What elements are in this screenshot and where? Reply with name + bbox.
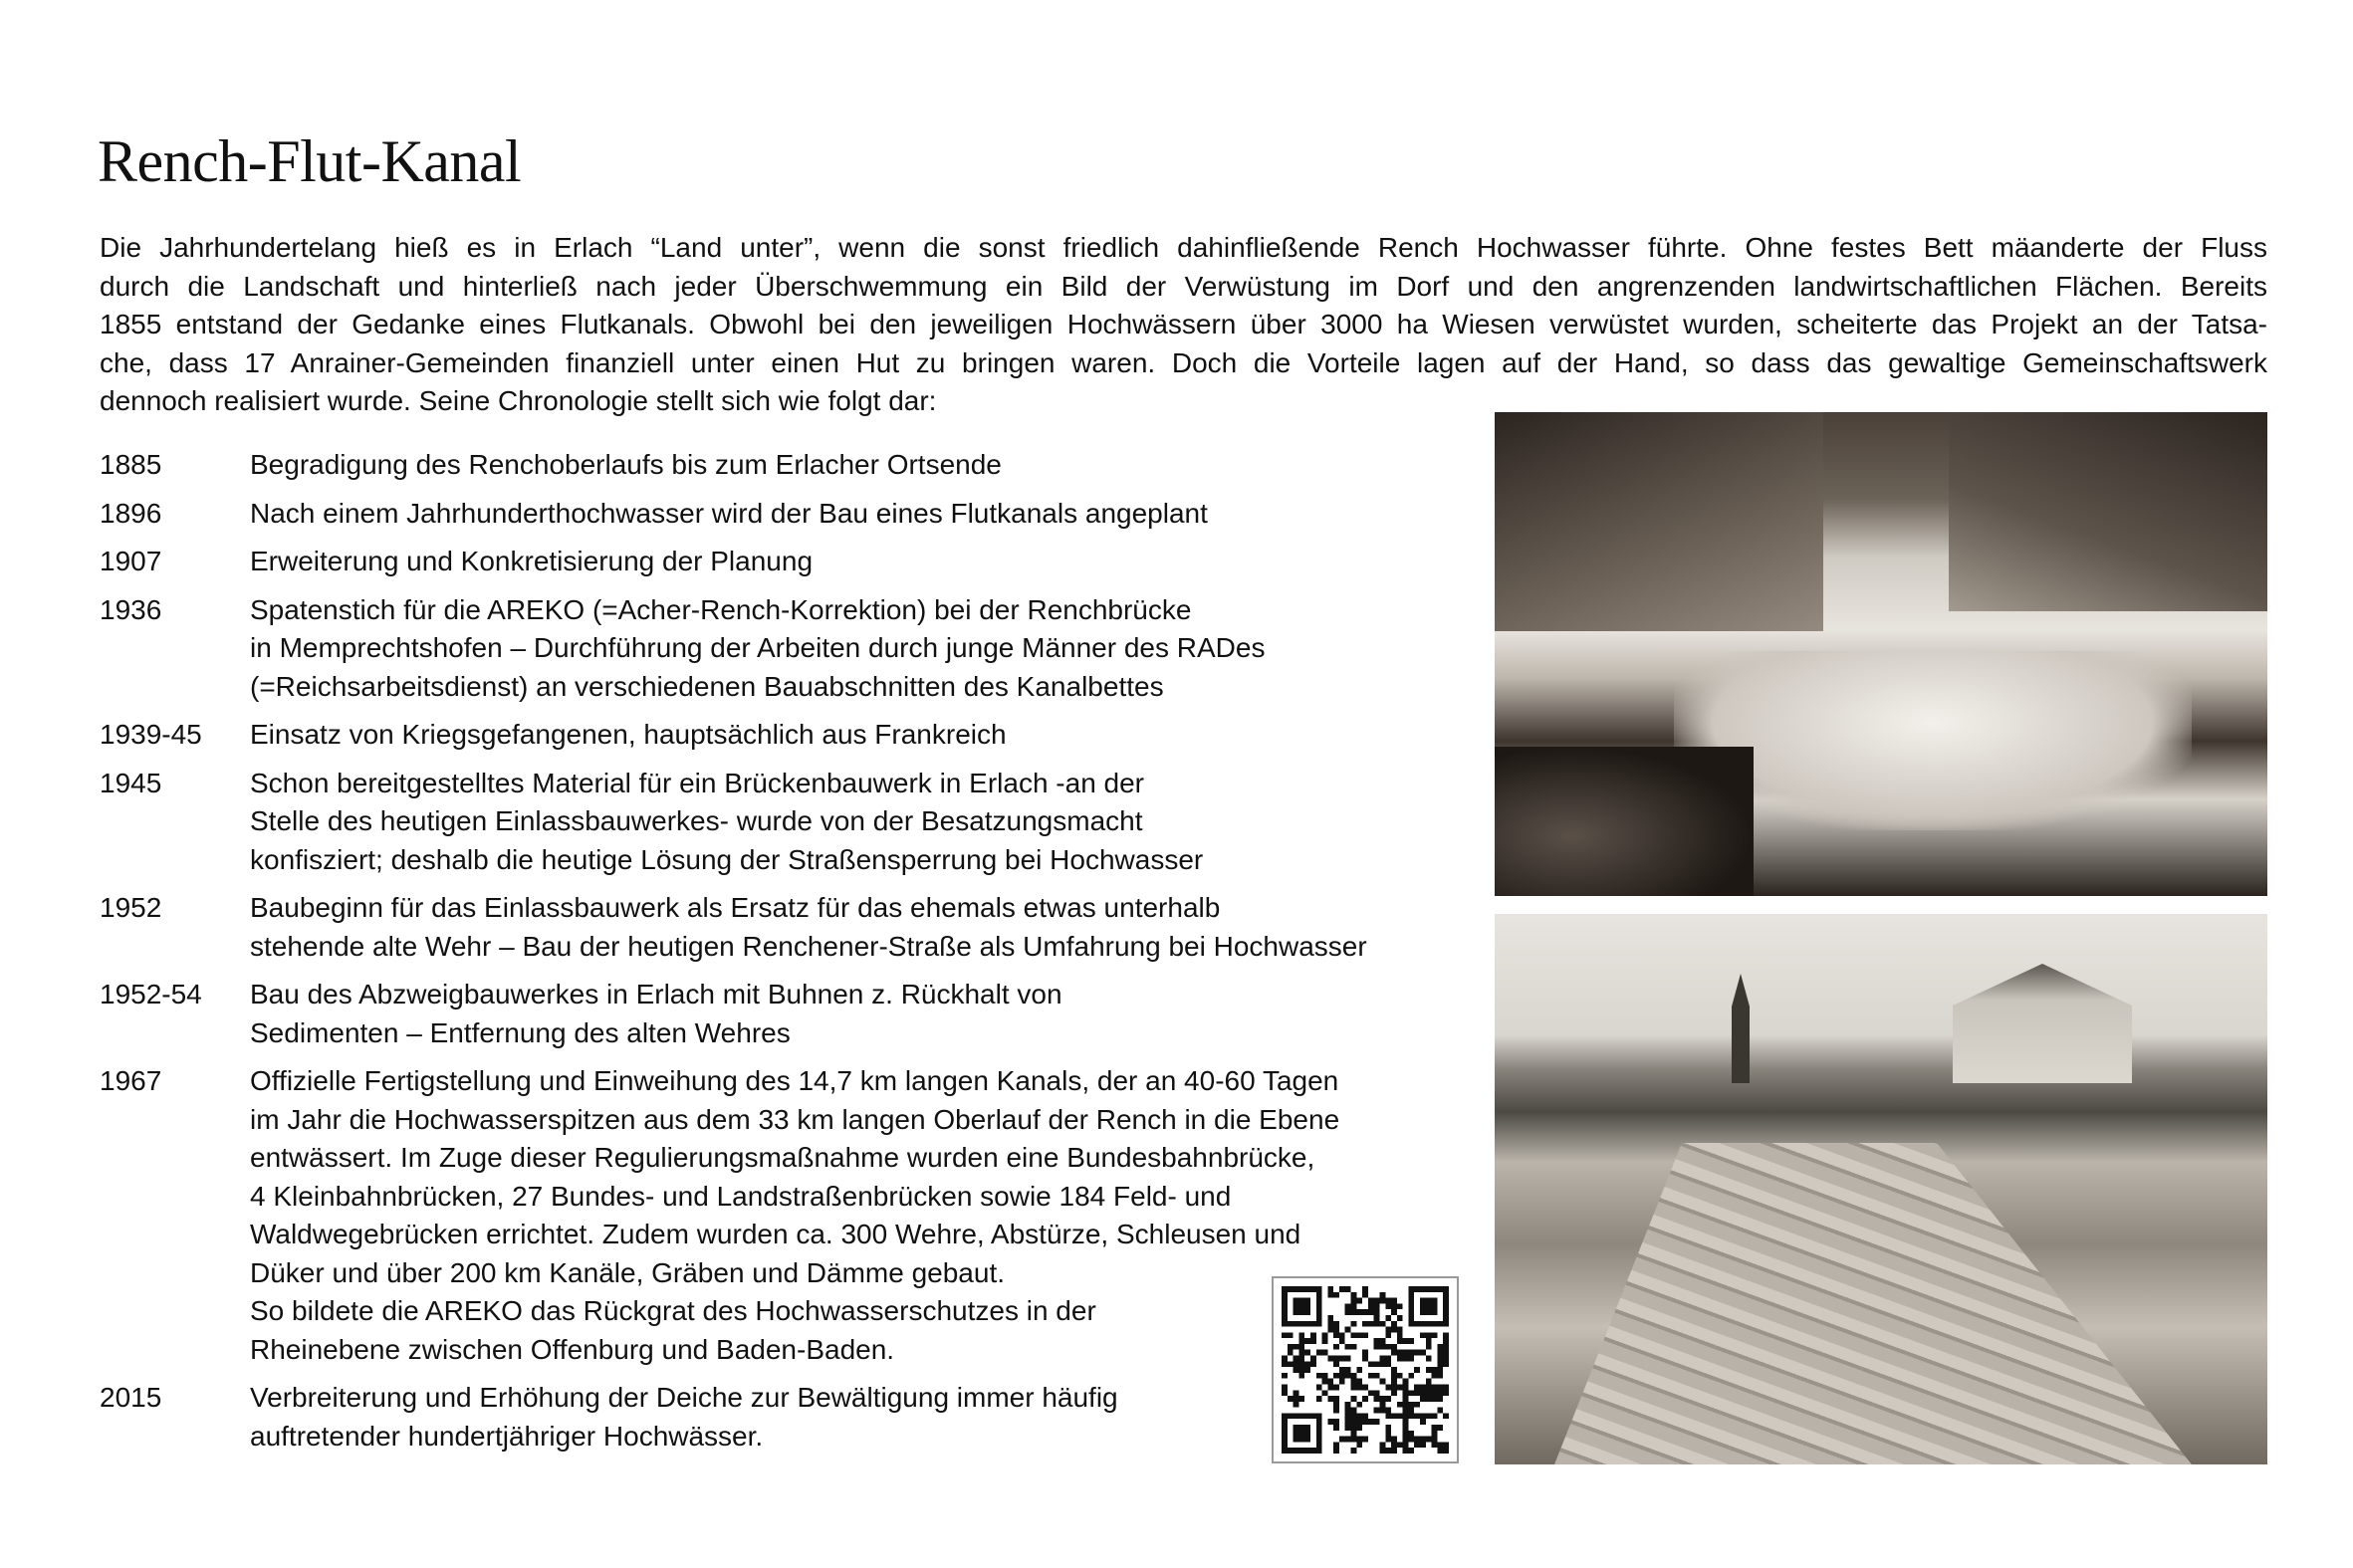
- page-title: Rench-Flut-Kanal: [98, 128, 522, 194]
- chronology-line: stehende alte Wehr – Bau der heutigen Renchener-Straße als Umfahrung bei Hochwasser: [250, 930, 1367, 962]
- chronology-entry: [100, 446, 1444, 485]
- chronology-line: Begradigung des Renchoberlaufs bis zum Erlacher Ortsende: [250, 449, 1002, 480]
- chronology-entry: [100, 495, 1444, 534]
- chronology-text: [250, 446, 1002, 485]
- chronology-year: 1952: [100, 892, 162, 923]
- chronology-line: auftretender hundertjähriger Hochwässer.: [250, 1420, 764, 1452]
- chronology-text: [250, 495, 1208, 534]
- chronology-line: konfisziert; deshalb die heutige Lösung der Straßensperrung bei Hochwasser: [250, 843, 1204, 875]
- chronology-text: [250, 543, 813, 581]
- chronology-text: [250, 889, 1367, 966]
- chronology-line: Düker und über 200 km Kanäle, Gräben und Dämme gebaut.: [250, 1256, 1006, 1288]
- chronology-list: [100, 446, 1444, 1465]
- chronology-line: Spatenstich für die AREKO (=Acher-Rench-Korrektion) bei der Renchbrücke: [250, 593, 1192, 625]
- chronology-text: [250, 591, 1265, 707]
- flooded-village-photo: [1495, 412, 2267, 896]
- chronology-year: 2015: [100, 1382, 162, 1413]
- chronology-line: (=Reichsarbeitsdienst) an verschiedenen Bauabschnitten des Kanalbettes: [250, 670, 1164, 702]
- chronology-year: 1939-45: [100, 719, 202, 750]
- chronology-text: [250, 765, 1203, 880]
- chronology-entry: [100, 716, 1444, 755]
- chronology-line: im Jahr die Hochwasserspitzen aus dem 33 km langen Oberlauf der Rench in die Ebene: [250, 1103, 1340, 1135]
- qr-code[interactable]: [1272, 1276, 1459, 1463]
- chronology-year: 1885: [100, 449, 162, 480]
- chronology-line: So bildete die AREKO das Rückgrat des Hochwasserschutzes in der: [250, 1295, 1096, 1326]
- intro-line: 1855 entstand der Gedanke eines Flutkanals. Obwohl bei den jeweiligen Hochwässern über 3000 ha Wiesen verwüstet wurden, scheiterte das Projekt an der Tatsa-: [100, 309, 2267, 339]
- chronology-line: Sedimenten – Entfernung des alten Wehres: [250, 1016, 791, 1048]
- chronology-entry: [100, 765, 1444, 880]
- chronology-text: [250, 716, 1007, 755]
- chronology-line: Nach einem Jahrhunderthochwasser wird der Bau eines Flutkanals angeplant: [250, 497, 1208, 529]
- chronology-year: 1896: [100, 497, 162, 529]
- intro-line: che, dass 17 Anrainer-Gemeinden finanziell unter einen Hut zu bringen waren. Doch die Vorteile lagen auf der Hand, so dass das gewaltige Gemeinschaftswerk: [100, 346, 2267, 378]
- chronology-entry: [100, 1379, 1444, 1456]
- chronology-entry: [100, 1062, 1444, 1369]
- chronology-entry: [100, 591, 1444, 707]
- chronology-line: Waldwegebrücken errichtet. Zudem wurden ca. 300 Wehre, Abstürze, Schleusen und: [250, 1219, 1301, 1249]
- chronology-line: Rheinebene zwischen Offenburg und Baden-Baden.: [250, 1333, 895, 1365]
- canal-construction-photo: [1495, 914, 2267, 1464]
- chronology-line: Bau des Abzweigbauwerkes in Erlach mit Buhnen z. Rückhalt von: [250, 979, 1062, 1009]
- chronology-line: Baubeginn für das Einlassbauwerk als Ersatz für das ehemals etwas unterhalb: [250, 892, 1221, 923]
- chronology-text: [250, 976, 1062, 1052]
- intro-line: dennoch realisiert wurde. Seine Chronologie stellt sich wie folgt dar:: [100, 385, 937, 416]
- chronology-text: [250, 1379, 1118, 1456]
- chronology-line: entwässert. Im Zuge dieser Regulierungsmaßnahme wurden eine Bundesbahnbrücke,: [250, 1142, 1315, 1173]
- chronology-year: 1967: [100, 1065, 162, 1096]
- chronology-line: Stelle des heutigen Einlassbauwerkes- wurde von der Besatzungsmacht: [250, 805, 1143, 836]
- chronology-line: Erweiterung und Konkretisierung der Planung: [250, 546, 814, 576]
- chronology-year: 1907: [100, 546, 162, 576]
- chronology-entry: [100, 889, 1444, 966]
- chronology-year: 1936: [100, 593, 162, 625]
- chronology-entry: [100, 543, 1444, 581]
- chronology-entry: [100, 976, 1444, 1052]
- chronology-line: 4 Kleinbahnbrücken, 27 Bundes- und Landstraßenbrücken sowie 184 Feld- und: [250, 1180, 1232, 1212]
- intro-line: Die Jahrhundertelang hieß es in Erlach “Land unter”, wenn die sonst friedlich dahinfließende Rench Hochwasser führte. Ohne festes Bett mäanderte der Fluss: [100, 232, 2267, 263]
- chronology-year: 1952-54: [100, 979, 202, 1009]
- chronology-line: Schon bereitgestelltes Material für ein Brückenbauwerk in Erlach -an der: [250, 767, 1145, 798]
- chronology-line: Verbreiterung und Erhöhung der Deiche zur Bewältigung immer häufig: [250, 1382, 1118, 1413]
- chronology-line: Offizielle Fertigstellung und Einweihung des 14,7 km langen Kanals, der an 40-60 Tagen: [250, 1065, 1339, 1096]
- chronology-line: in Memprechtshofen – Durchführung der Arbeiten durch junge Männer des RADes: [250, 632, 1266, 663]
- chronology-text: [250, 1062, 1339, 1369]
- chronology-year: 1945: [100, 767, 162, 798]
- intro-line: durch die Landschaft und hinterließ nach jeder Überschwemmung ein Bild der Verwüstung im Dorf und den angrenzenden landwirtschaftlichen Flächen. Bereits: [100, 270, 2267, 302]
- chronology-line: Einsatz von Kriegsgefangenen, hauptsächlich aus Frankreich: [250, 719, 1007, 750]
- intro-paragraph: [100, 229, 2267, 421]
